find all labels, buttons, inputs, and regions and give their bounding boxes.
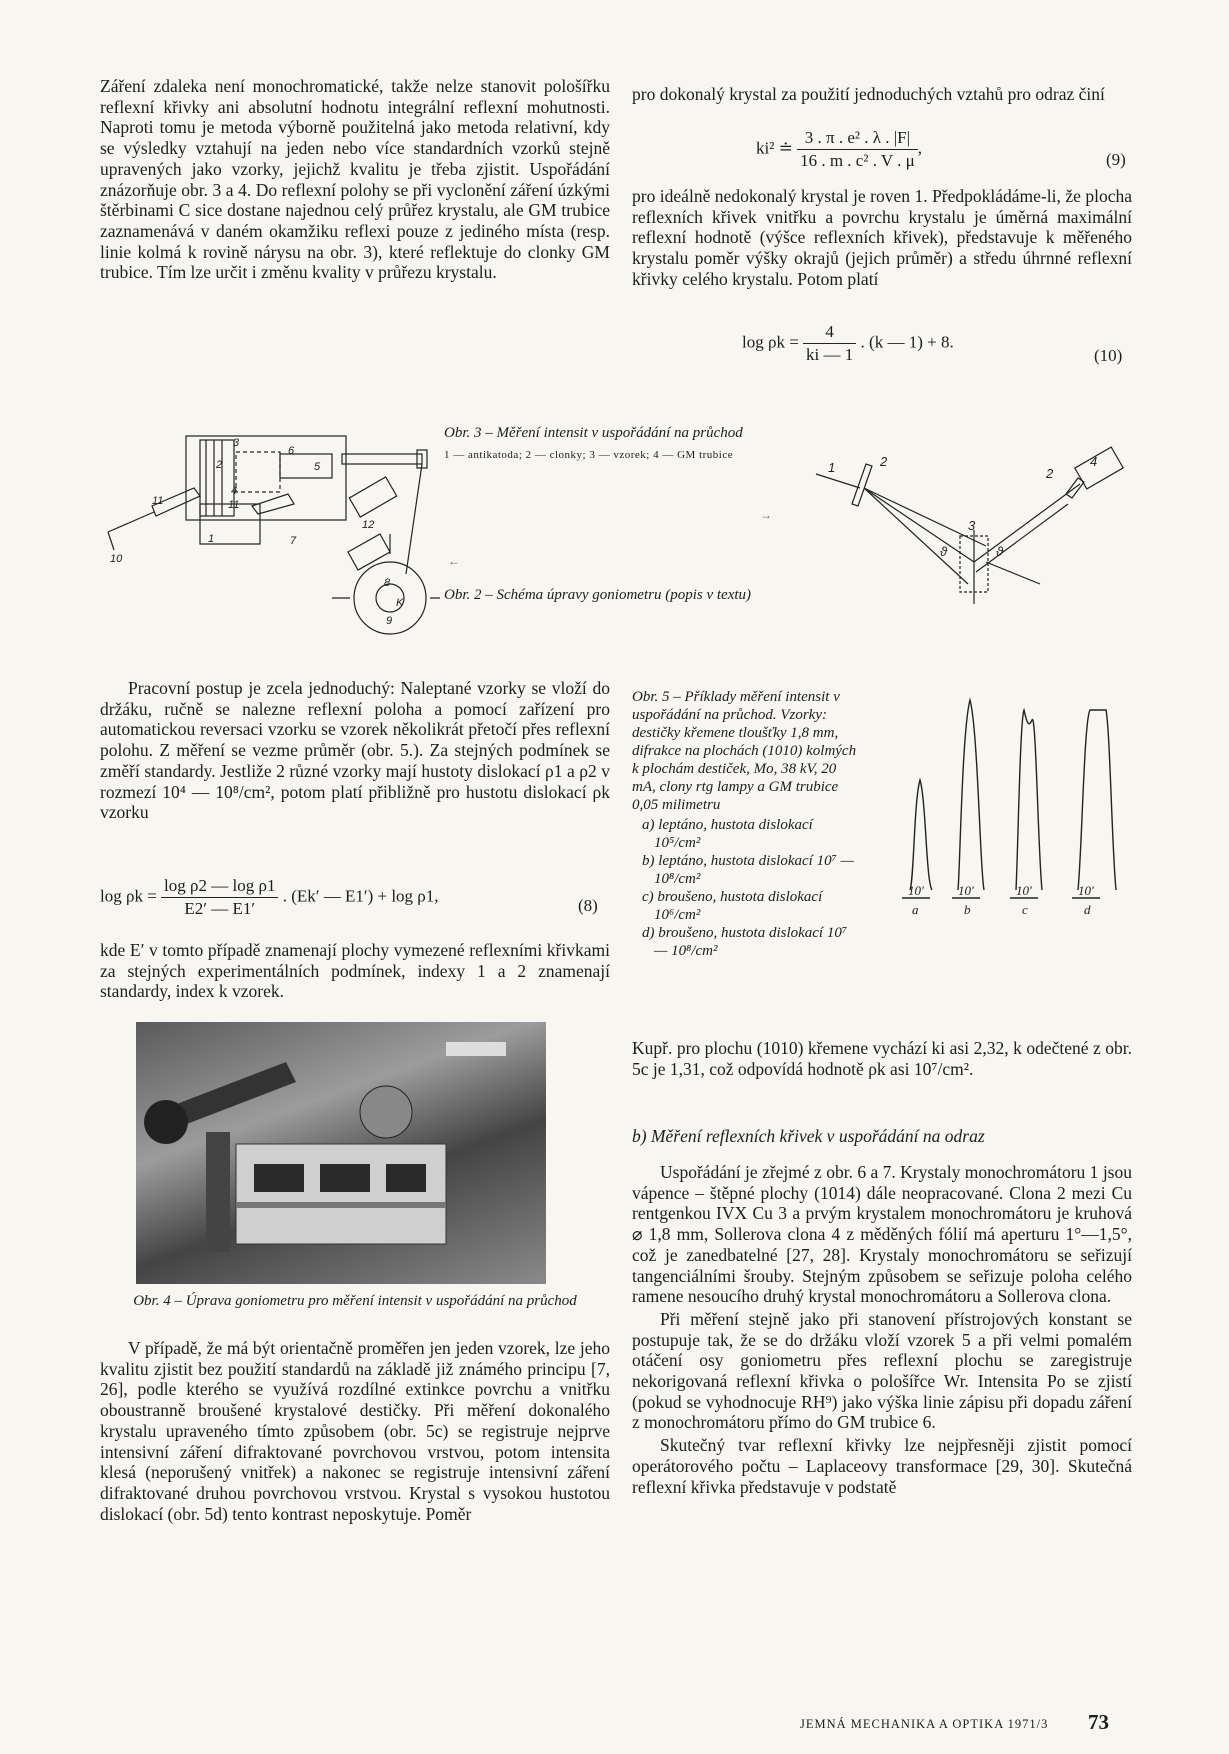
- fig2-label: 9: [386, 615, 393, 627]
- right-column-bottom: [632, 1162, 1132, 1497]
- fig2-label: 4: [231, 485, 238, 497]
- paragraph-definitions: kde E′ v tomto případě znamenají plochy vymezené reflexními křivkami za stejných experimentálních podmínek, indexy 1 a 2 znamenají standardy, index k vzorek.: [100, 940, 610, 1002]
- fig3-caption-block: [444, 424, 774, 464]
- fig2-caption: Obr. 2 – Schéma úpravy goniometru (popis v textu): [444, 587, 752, 603]
- eq9-lhs: ki² ≐: [756, 138, 793, 158]
- section-heading: b) Měření reflexních křivek v uspořádání na odraz: [632, 1126, 985, 1146]
- left-column-mid: [100, 678, 610, 823]
- paragraph-arrangement: Uspořádání je zřejmé z obr. 6 a 7. Krystaly monochromátoru 1 jsou vápence – štěpné plochy (1014) dále neopracované. Clona 2 mezi Cu rentgenkou IVX Cu 3 a prvým krystalem monochromátoru je kruhová ⌀ 1,8 mm, Sollerova clona 4 z měděných fólií má aperturu 1°—1,5°, což je zanedbatelné [27, 28]. Krystaly monochromátoru se seřizují tangenciálními šrouby. Stejným způsobem se seřizuje poloha celého ramene nesoucího druhý krystal monochromátoru a Sollerova clona.: [632, 1162, 1132, 1307]
- figure-2-schematic: [100, 424, 440, 636]
- figure-5-curves: [900, 690, 1140, 920]
- fig2-label: 8: [384, 577, 391, 589]
- figure-4-photo: [136, 1022, 546, 1284]
- journal-footer: JEMNÁ MECHANIKA A OPTIKA 1971/3: [800, 1717, 1049, 1731]
- fig2-label: 3: [233, 437, 240, 449]
- fig3-caption: Obr. 3 – Měření intensit v uspořádání na průchod: [444, 425, 743, 441]
- fig2-label: 11: [152, 495, 164, 507]
- eq10-number: (10): [1094, 346, 1123, 365]
- right-column-mid: [632, 1038, 1132, 1079]
- paragraph-example: Kupř. pro plochu (1010) křemene vychází ki asi 2,32, k odečtené z obr. 5c je 1,31, což odpovídá hodnotě ρk asi 10⁷/cm².: [632, 1038, 1132, 1079]
- fig5-item: a) leptáno, hustota dislokací 10⁵/cm²: [642, 817, 813, 851]
- left-column-top: [100, 76, 610, 283]
- fig2-label: K: [396, 597, 404, 609]
- fig3-gm-tube: [1075, 447, 1123, 489]
- fig5-item: c) broušeno, hustota dislokací 10⁶/cm²: [642, 889, 823, 923]
- fig3-label: ϑ: [996, 544, 1004, 559]
- fig5-tick: 10′: [908, 883, 924, 898]
- fig2-label: 6: [288, 445, 295, 457]
- equation-10: log ρk = $\frac{4}{ki — 1}$ . (k — 1) + 8.: [742, 322, 954, 364]
- fig2-label: 1: [208, 533, 215, 545]
- fig5-letter: c: [1022, 902, 1028, 917]
- fig3-label: 1: [828, 460, 836, 475]
- paragraph-intro: Záření zdaleka není monochromatické, takže nelze stanovit pološířku reflexní křivky ani absolutní hodnotu integrální reflexní mohutnosti. Naproti tomu je metoda výborně použitelná jako metoda relativní, kdy se výsledky vztahují na jeden nebo více standardních vzorků stejně upravených jako vzorky, jejichž kvalitu je třeba zjistit. Uspořádání znázorňuje obr. 3 a 4. Do reflexní polohy se při vyclonění záření úzkými štěrbinami C sice dostane najednou celý průřez krystalu, ale GM trubice zaznamenává v daném okamžiku reflexi pouze z jediného místa (resp. linie kolmá k rovině nárysu na obr. 3), které reflektuje do clonky GM trubice. Tím lze určit i změnu kvality v průřezu krystalu.: [100, 76, 610, 283]
- fig5-caption: Obr. 5 – Příklady měření intensit v uspořádání na průchod. Vzorky: destičky křemene tloušťky 1,8 mm, difrakce na plochách (1010) kolmých k plochám destiček, Mo, 38 kV, 20 mA, clony rtg lampy a GM trubice 0,05 milimetru: [632, 689, 857, 813]
- fig4-caption: Obr. 4 – Úprava goniometru pro měření intensit v uspořádání na průchod: [133, 1293, 577, 1309]
- fig5-tick: 10′: [1078, 883, 1094, 898]
- fig5-curve-b: [958, 700, 984, 890]
- figure-3-schematic: [800, 444, 1140, 624]
- fig2-label: 10: [110, 553, 123, 565]
- eq9-fraction: $\frac{\text{3 . π . e² . λ . |F|}}{\text{16 . m . c² . V . μ}}$: [797, 128, 918, 171]
- left-column-bottom: [100, 1338, 610, 1524]
- paragraph-single-sample: V případě, že má být orientačně proměřen jen jeden vzorek, lze jeho kvalitu zjistit bez použití standardů na základě již známého principu [7, 26], podle kterého se využívá rozdílné extinkce povrchu a vnitřku oboustranně broušené krystalové destičky. Při měření dokonalého krystalu upraveného tímto způsobem (obr. 5c) se registruje nejprve intensivní záření difraktované povrchovou vrstvou, potom intensita klesá (neporušený vnitřek) a nakonec se registruje intensivní záření difraktované druhou povrchovou vrstvou. Krystal s vysokou hustotou dislokací (obr. 5d) tento kontrast neposkytuje. Poměr: [100, 1338, 610, 1524]
- fig5-item: d) broušeno, hustota dislokací 10⁷ — 10⁸/cm²: [642, 925, 848, 959]
- fig5-tick: 10′: [958, 883, 974, 898]
- fig2-label: 11: [228, 499, 240, 511]
- fig5-curve-a: [910, 780, 932, 890]
- equation-8: log ρk = $\frac{\text{log ρ2 — log ρ1}}{E2' — E1'}$ . (Ek′ — E1′) + log ρ1,: [100, 876, 439, 918]
- paragraph-measurement: Při měření stejně jako při stanovení přístrojových konstant se postupuje tak, že se do držáku vloží vzorek 5 a při velmi pomalém otáčení osy goniometru přes reflexní plochu se zaregistruje nekorigovaná reflexní křivka o pološířce Wr. Intensita Po se zjistí (pokud se vyhodnocuje RH⁹) jako výška linie zápisu při dopadu záření z monochromátoru přímo do GM trubice 6.: [632, 1308, 1132, 1433]
- fig5-caption-block: [632, 688, 860, 960]
- section-b-heading-wrap: [632, 1126, 1132, 1147]
- paragraph-ideal-crystal: pro ideálně nedokonalý krystal je roven 1. Předpokládáme-li, že plocha reflexních křivek vnitřku a povrchu krystalu je úměrná maximální reflexní hodnotě (výšce reflexních křivek), představuje k měřeného krystalu poměr výšky okrajů (jejich průměr) a středu úhrnné reflexní křivky celého krystalu. Potom platí: [632, 186, 1132, 289]
- paragraph-laplace: Skutečný tvar reflexní křivky lze nejpřesněji zjistit pomocí operátorového počtu – Laplaceovy transformace [29, 30]. Skutečná reflexní křivka představuje v podstatě: [632, 1435, 1132, 1497]
- equation-9: ki² ≐ $\frac{\text{3 . π . e² . λ . |F|}}{\text{16 . m . c² . V . μ}}$ ,: [756, 128, 922, 170]
- eq8-number: (8): [578, 896, 598, 915]
- arrow-right-mark: →: [760, 508, 772, 522]
- fig3-label: ϑ: [940, 544, 948, 559]
- left-column-mid2: [100, 940, 610, 1002]
- fig2-label: 5: [314, 461, 321, 473]
- eq9-number: (9): [1106, 150, 1126, 169]
- fig5-letter: d: [1084, 902, 1091, 917]
- fig2-label: 2: [216, 459, 223, 471]
- fig5-letter: b: [964, 902, 971, 917]
- photo-goniometer-illustration: [136, 1022, 546, 1284]
- paragraph-procedure: Pracovní postup je zcela jednoduchý: Naleptané vzorky se vloží do držáku, ručně se nalezne reflexní poloha a pomocí zařízení pro automatickou reversaci vzorku se vzorek několikrát přetočí přes reflexní polohu. Z měření se vezme průměr (obr. 5.). Za stejných podmínek se změří standardy. Jestliže 2 různé vzorky mají hustoty dislokací ρ1 a ρ2 v rozmezí 10⁴ — 10⁸/cm², potom platí přibližně pro hustotu dislokací ρk vzorku: [100, 678, 610, 823]
- right-column-text: [632, 186, 1132, 290]
- fig5-tick: 10′: [1016, 883, 1032, 898]
- fig2-label: 12: [362, 519, 375, 531]
- fig2-label: 7: [290, 535, 297, 547]
- fig5-curve-c: [1016, 710, 1042, 890]
- fig3-legend: 1 — antikatoda; 2 — clonky; 3 — vzorek; 4 — GM trubice: [444, 449, 734, 461]
- page-number: 73: [1088, 1710, 1109, 1734]
- fig3-slit-1: [852, 464, 872, 506]
- fig3-label: 4: [1090, 454, 1098, 469]
- fig3-label: 2: [1046, 466, 1054, 481]
- arrow-left-mark: ←: [448, 554, 460, 568]
- fig3-label: 2: [880, 454, 888, 469]
- fig5-curve-d: [1078, 710, 1116, 890]
- right-column-top: [632, 84, 1132, 105]
- paragraph-eq9-intro: pro dokonalý krystal za použití jednoduchých vztahů pro odraz činí: [632, 84, 1105, 104]
- fig5-item: b) leptáno, hustota dislokací 10⁷ — 10⁸/cm²: [642, 853, 854, 887]
- fig5-letter: a: [912, 902, 919, 917]
- fig3-label: 3: [968, 518, 976, 533]
